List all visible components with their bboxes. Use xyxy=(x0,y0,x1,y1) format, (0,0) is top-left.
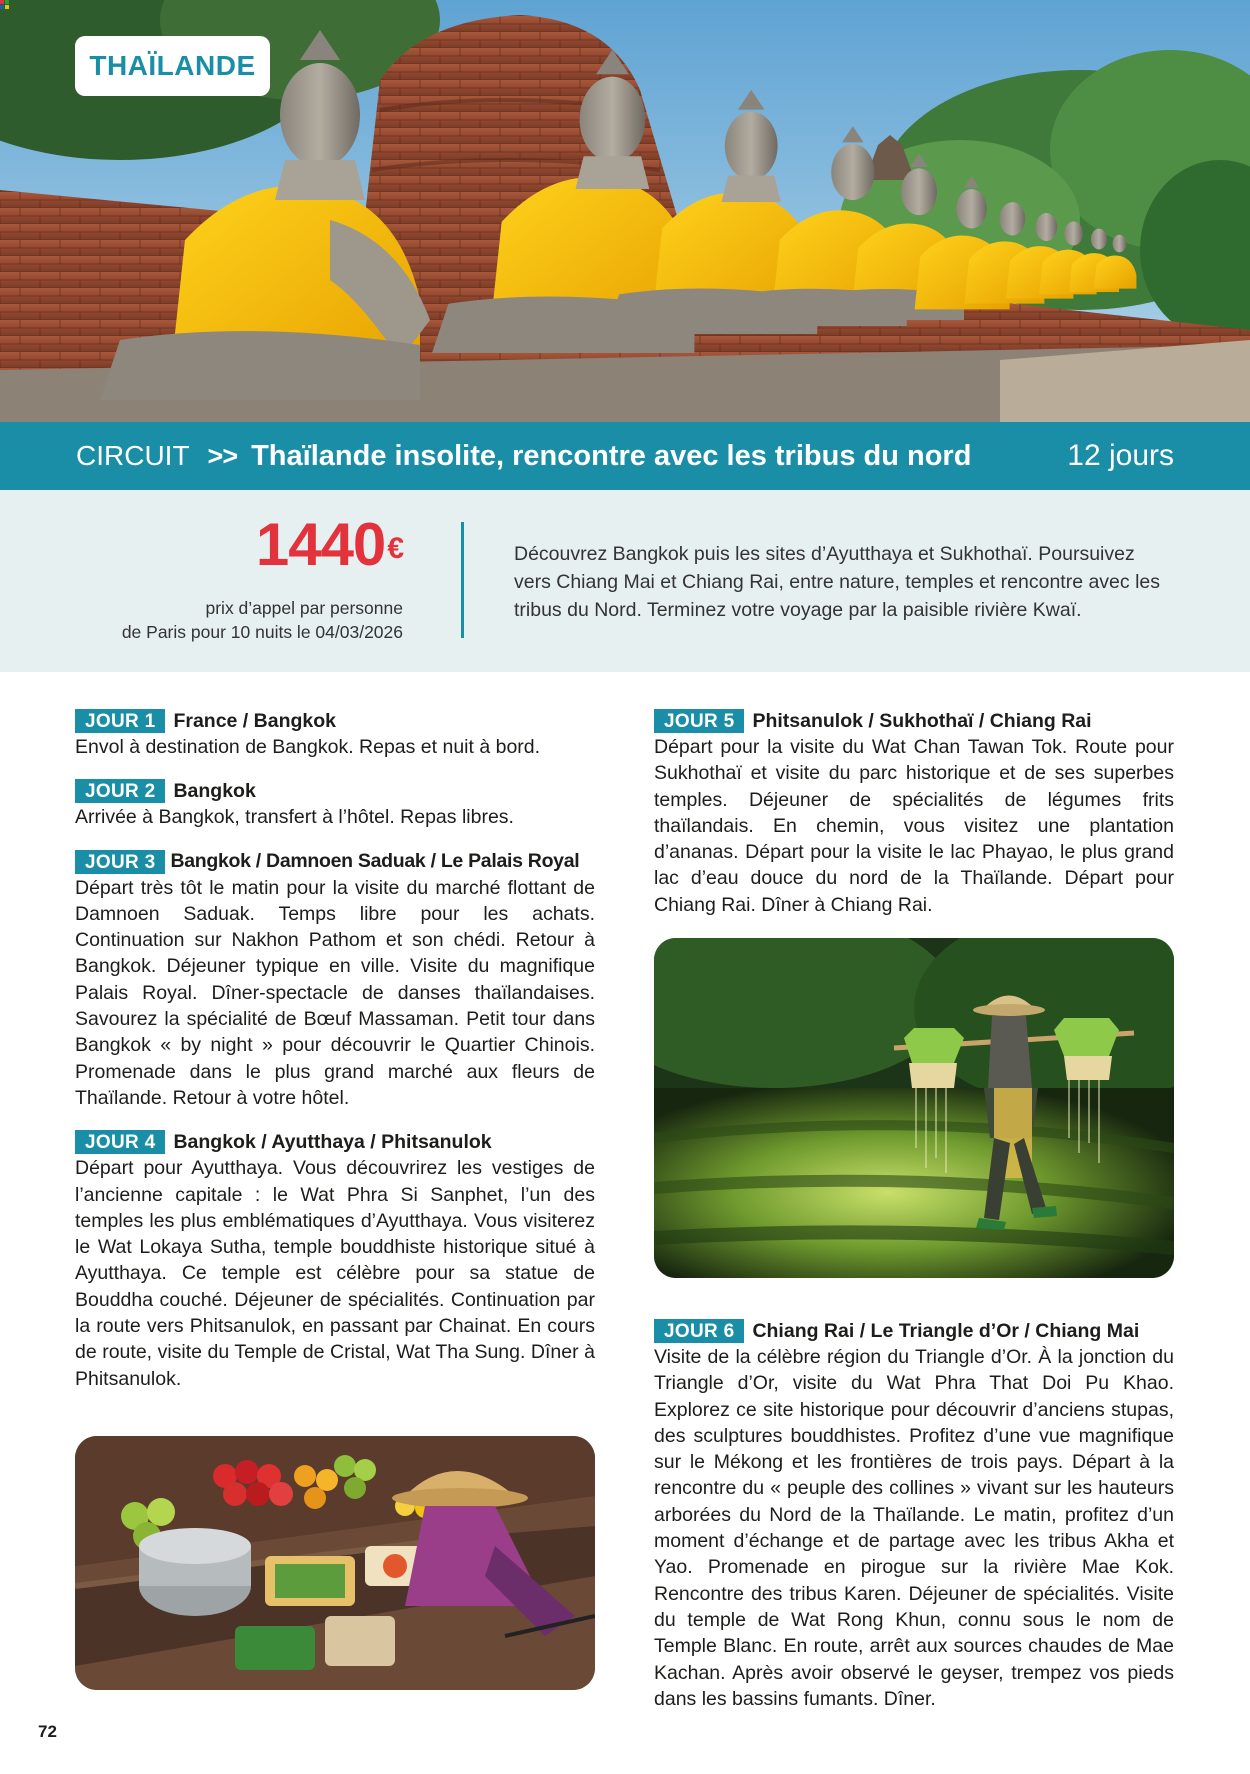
color-registration-mark xyxy=(0,0,9,9)
price xyxy=(70,512,403,578)
day-title: Phitsanulok / Sukhothaï / Chiang Rai xyxy=(752,709,1092,732)
day-tag: JOUR 1 xyxy=(75,709,165,733)
day-tag: JOUR 3 xyxy=(75,850,165,874)
double-chevron-icon: >> xyxy=(207,440,238,471)
circuit-title: Thaïlande insolite, rencontre avec les tribus du nord xyxy=(251,439,972,472)
price-value: 1440 xyxy=(255,511,386,578)
day-3 xyxy=(75,849,595,1112)
itinerary-left-column xyxy=(75,708,595,1410)
day-text: Visite de la célèbre région du Triangle d’Or. À la jonction du Triangle d’Or, visite du Wat Phra That Doi Pu Khao. Explorez ce site historique pour découvrir d’anciens stupas, des sculptures bouddhistes. Profitez d’une vue magnifique sur le Mékong et les frontières de trois pays. Départ à la rencontre du « peuple des collines » vivant sur les hauteurs arborées du Nord de la Thaïlande. Le matin, profitez d’un moment d’échange et de partage avec les tribus Akha et Yao. Promenade en pirogue sur la rivière Mae Kok. Rencontre des tribus Karen. Déjeuner de spécialités. Visite du temple de Wat Rong Khun, connu sous le nom de Temple Blanc. En route, arrêt aux sources chaudes de Mae Kachan. Après avoir observé le geyser, trempez vos pieds dans les bassins fumants. Dîner. xyxy=(654,1346,1174,1710)
hero-photo xyxy=(0,0,1250,422)
circuit-header xyxy=(0,422,1250,490)
floating-market-photo xyxy=(75,1436,595,1690)
page-number: 72 xyxy=(38,1722,57,1741)
price-note xyxy=(70,596,403,644)
day-title: France / Bangkok xyxy=(173,709,336,732)
rice-farmer-illustration xyxy=(654,938,1174,1278)
vertical-divider xyxy=(461,522,464,638)
intro-text: Découvrez Bangkok puis les sites d’Ayutthaya et Sukhothaï. Poursuivez vers Chiang Mai et Chiang Rai, entre nature, temples et rencontre avec les tribus du Nord. Terminez votre voyage par la paisible rivière Kwaï. xyxy=(514,543,1160,621)
day-tag: JOUR 4 xyxy=(75,1130,165,1154)
day-5 xyxy=(654,708,1174,918)
circuit-duration: 12 jours xyxy=(1067,439,1174,472)
day-tag: JOUR 6 xyxy=(654,1319,744,1343)
day-title: Bangkok xyxy=(173,779,256,802)
currency-symbol: € xyxy=(387,532,403,565)
day-title: Bangkok / Ayutthaya / Phitsanulok xyxy=(173,1130,492,1153)
itinerary-right-column-lower xyxy=(654,1318,1174,1730)
day-text: Départ très tôt le matin pour la visite du marché flottant de Damnoen Saduak. Temps libre pour les achats. Continuation sur Nakhon Pathom et son chédi. Retour à Bangkok. Déjeuner typique en ville. Visite du magnifique Palais Royal. Dîner-spectacle de danses thaïlandaises. Savourez la spécialité de Bœuf Massaman. Petit tour dans Bangkok « by night » pour découvrir le Quartier Chinois. Promenade dans le plus grand marché aux fleurs de Thaïlande. Retour à votre hôtel. xyxy=(75,876,595,1109)
day-title: Chiang Rai / Le Triangle d’Or / Chiang Mai xyxy=(752,1319,1140,1342)
day-2 xyxy=(75,778,595,830)
day-tag: JOUR 2 xyxy=(75,779,165,803)
day-text: Départ pour la visite du Wat Chan Tawan Tok. Route pour Sukhothaï et visite du parc historique et de ses superbes temples. Déjeuner de spécialités de légumes frits thaïlandais. En chemin, vous visitez une plantation d’ananas. Départ pour la visite le lac Phayao, le plus grand lac d’eau douce du nord de la Thaïlande. Départ pour Chiang Rai. Dîner à Chiang Rai. xyxy=(654,736,1174,916)
price-note-line-1: prix d’appel par personne xyxy=(205,598,403,618)
day-1 xyxy=(75,708,595,760)
day-6 xyxy=(654,1318,1174,1712)
day-tag: JOUR 5 xyxy=(654,709,744,733)
day-4 xyxy=(75,1129,595,1392)
itinerary-right-column xyxy=(654,708,1174,936)
country-badge: THAÏLANDE xyxy=(75,36,270,96)
rice-farmer-photo xyxy=(654,938,1174,1278)
floating-market-illustration xyxy=(75,1436,595,1690)
day-title: Bangkok / Damnoen Saduak / Le Palais Royal xyxy=(170,850,580,873)
price-note-line-2: de Paris pour 10 nuits le 04/03/2026 xyxy=(121,622,403,642)
day-text: Départ pour Ayutthaya. Vous découvrirez les vestiges de l’ancienne capitale : le Wat Phra Si Sanphet, l’un des temples les plus emblématiques d’Ayutthaya. Vous visiterez le Wat Lokaya Sutha, temple bouddhiste historique situé à Ayutthaya. Ce temple est célèbre pour sa statue de Bouddha couché. Déjeuner de spécialités. Continuation par la route vers Phitsanulok, en passant par Chainat. En cours de route, visite du Temple de Cristal, Wat Tha Sung. Dîner à Phitsanulok. xyxy=(75,1157,595,1390)
day-text: Arrivée à Bangkok, transfert à l’hôtel. Repas libres. xyxy=(75,806,514,829)
intro-band xyxy=(0,490,1250,672)
price-block xyxy=(70,512,403,644)
circuit-label: CIRCUIT xyxy=(76,440,190,471)
day-text: Envol à destination de Bangkok. Repas et nuit à bord. xyxy=(75,736,541,758)
